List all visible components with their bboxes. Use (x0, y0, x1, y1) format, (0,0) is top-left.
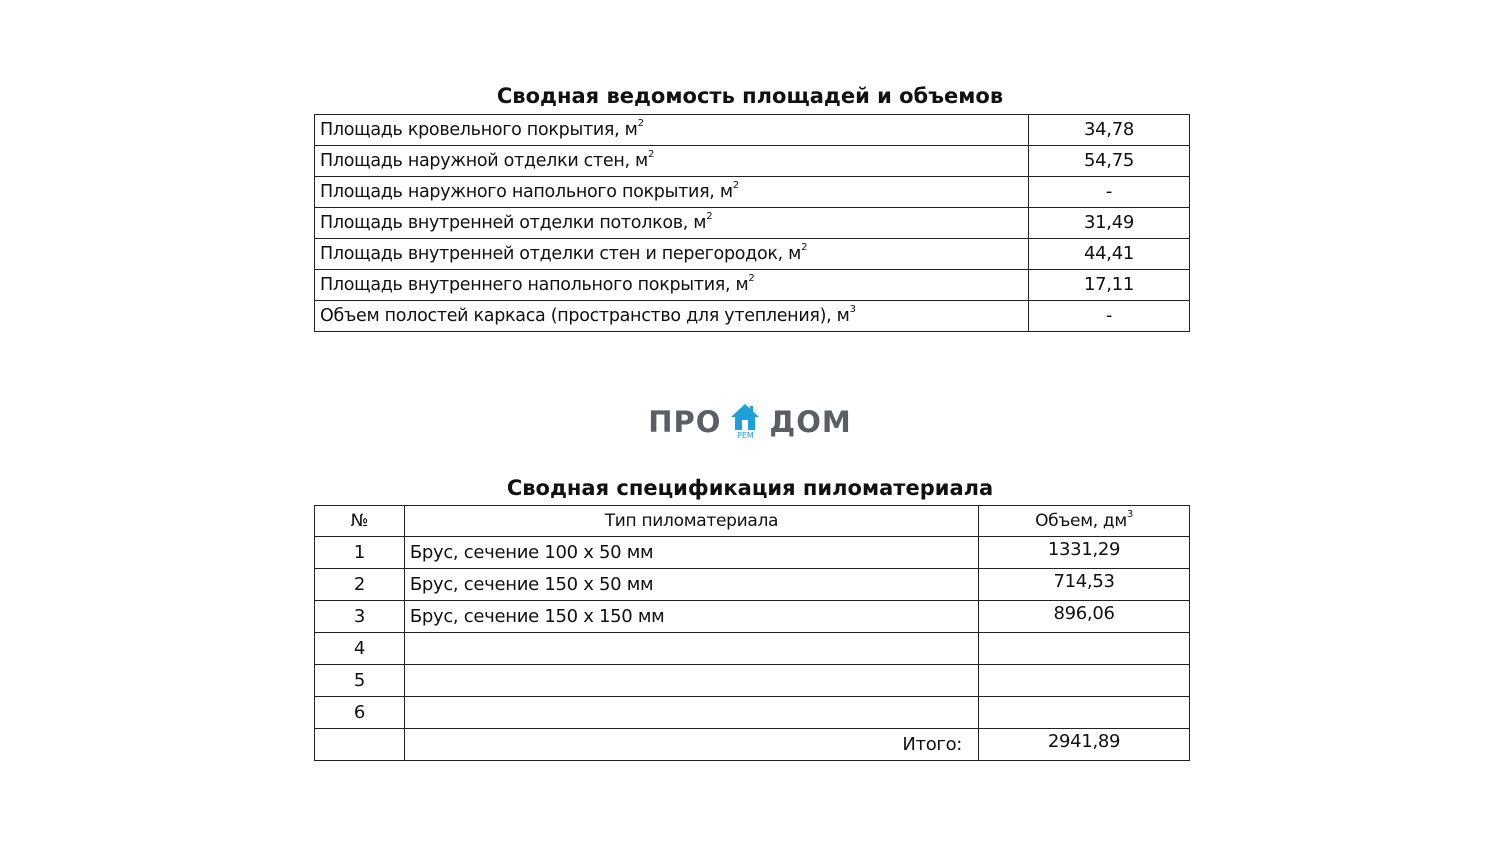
table-total-row (315, 729, 1190, 761)
table-header-row (315, 506, 1190, 537)
row-volume (979, 697, 1190, 729)
area-label: Площадь внутреннего напольного покрытия, $м^2$ (315, 270, 1029, 301)
table-row (315, 537, 1190, 569)
area-label: Площадь наружной отделки стен, $м^2$ (315, 146, 1029, 177)
row-num: 6 (315, 697, 405, 729)
table-row (315, 665, 1190, 697)
row-type (404, 633, 978, 665)
logo-text-right: ДОМ (769, 405, 852, 439)
logo-text-left: ПРО (648, 405, 722, 439)
row-num: 5 (315, 665, 405, 697)
row-volume: 1331,29 (979, 537, 1190, 569)
area-value: - (1029, 301, 1190, 332)
table-row (315, 146, 1190, 177)
logo-small-text: РЕМ (737, 431, 754, 440)
table-row (315, 115, 1190, 146)
area-label: Площадь наружного напольного покрытия, $м^2$ (315, 177, 1029, 208)
row-type: Брус, сечение 150 х 50 мм (404, 569, 978, 601)
row-volume: 714,53 (979, 569, 1190, 601)
area-value: - (1029, 177, 1190, 208)
area-label: Площадь внутренней отделки потолков, $м^2$ (315, 208, 1029, 239)
table-row (315, 301, 1190, 332)
row-num: 2 (315, 569, 405, 601)
row-num: 1 (315, 537, 405, 569)
table-row (315, 601, 1190, 633)
header-volume: Объем, $дм^3$ (979, 506, 1190, 537)
total-label: Итого: (404, 729, 978, 761)
table-row (315, 270, 1190, 301)
area-value: 31,49 (1029, 208, 1190, 239)
table-row (315, 569, 1190, 601)
brand-logo (0, 400, 1500, 446)
house-icon (725, 400, 765, 444)
row-type: Брус, сечение 100 х 50 мм (404, 537, 978, 569)
table-row (315, 239, 1190, 270)
area-value: 17,11 (1029, 270, 1190, 301)
total-empty-cell (315, 729, 405, 761)
header-num: № (315, 506, 405, 537)
header-type: Тип пиломатериала (404, 506, 978, 537)
row-num: 3 (315, 601, 405, 633)
row-volume: 896,06 (979, 601, 1190, 633)
row-type: Брус, сечение 150 х 150 мм (404, 601, 978, 633)
spec-table-title: Сводная спецификация пиломатериала (506, 476, 994, 500)
area-value: 34,78 (1029, 115, 1190, 146)
table-row (315, 208, 1190, 239)
areas-table (314, 114, 1190, 332)
row-volume (979, 633, 1190, 665)
areas-table-title: Сводная ведомость площадей и объемов (496, 84, 1004, 108)
area-value: 44,41 (1029, 239, 1190, 270)
area-label: Площадь кровельного покрытия, $м^2$ (315, 115, 1029, 146)
area-value: 54,75 (1029, 146, 1190, 177)
total-value: 2941,89 (979, 729, 1190, 761)
area-label: Площадь внутренней отделки стен и перегородок, $м^2$ (315, 239, 1029, 270)
table-row (315, 177, 1190, 208)
area-label: Объем полостей каркаса (пространство для утепления), $м^3$ (315, 301, 1029, 332)
row-volume (979, 665, 1190, 697)
row-type (404, 697, 978, 729)
spec-table (314, 505, 1190, 761)
row-num: 4 (315, 633, 405, 665)
table-row (315, 633, 1190, 665)
row-type (404, 665, 978, 697)
table-row (315, 697, 1190, 729)
